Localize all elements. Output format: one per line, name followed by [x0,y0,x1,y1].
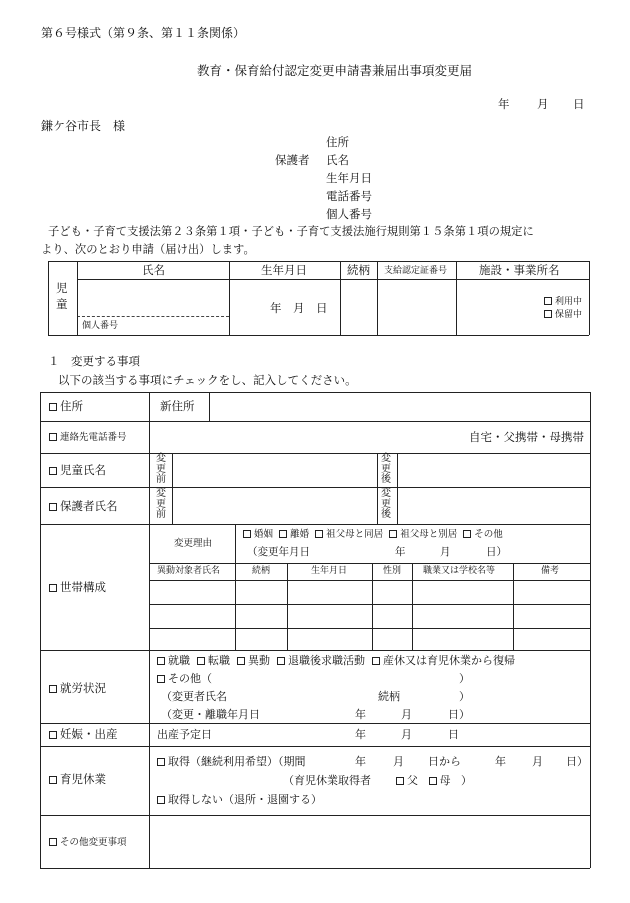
checkbox-icon[interactable] [544,310,552,318]
due-date-day: 日 [448,728,459,741]
header-birthdate: 生年月日 [261,263,307,277]
facility-option-on-hold[interactable]: 保留中 [544,310,582,320]
date-month-label: 月 [537,97,549,111]
leave-year-2: 年 [495,755,506,768]
household-reason-label: 変更理由 [174,538,213,549]
child-name-after-label: 変 更 後 [381,453,391,485]
leave-taker-options[interactable]: 父 母 ） [396,775,472,786]
household-col-occupation: 職業又は学校名等 [423,566,496,576]
due-date-label: 出産予定日 [157,728,212,741]
checkbox-icon[interactable] [49,584,57,592]
header-certificate-number: 支給認定証番号 [384,266,448,276]
leave-year-1: 年 [355,755,366,768]
checkbox-icon[interactable] [157,675,165,683]
header-facility: 施設・事業所名 [479,263,560,277]
leave-taker-label: （育児休業取得者 [283,774,371,787]
household-col-birthdate: 生年月日 [311,566,348,576]
childcare-leave-take[interactable]: 取得（継続利用希望）（期間 [157,756,306,767]
checkbox-icon[interactable] [49,731,57,739]
guardian-label: 保護者 [275,153,310,167]
date-year-label: 年 [498,97,510,111]
employment-other[interactable]: その他（ [157,673,212,684]
child-personal-number-label: 個人番号 [82,321,119,331]
row-employment[interactable]: 就労状況 [49,683,106,695]
child-row-label-2: 童 [56,297,68,311]
employment-options[interactable]: 就職 転職 異動 退職後求職活動 産休又は育児休業から復帰 [157,655,515,666]
leave-day-from: 日から [428,755,461,768]
leave-day-end: 日） [566,755,588,768]
new-address-input[interactable] [212,394,586,418]
addressee: 鎌ケ谷市長 様 [41,119,126,133]
checkbox-icon[interactable] [49,433,57,441]
childcare-leave-not-take[interactable]: 取得しない（退所・退園する） [157,794,322,805]
row-household[interactable]: 世帯構成 [49,582,106,594]
checkbox-icon[interactable] [49,403,57,411]
row-guardian-name[interactable]: 保護者氏名 [49,501,118,513]
guardian-address-label: 住所 [326,135,349,149]
employment-changer-label: （変更者氏名 [161,690,227,703]
row-phone[interactable]: 連絡先電話番号 [49,433,127,443]
guardian-birthdate-label: 生年月日 [326,171,372,185]
guardian-personal-number-label: 個人番号 [326,207,372,221]
facility-option-in-use[interactable]: 利用中 [544,297,582,307]
household-col-name: 異動対象者氏名 [157,566,221,576]
household-change-date-month: 月 [440,546,451,558]
date-day-label: 日 [573,97,585,111]
child-name-before-label: 変 更 前 [156,453,166,485]
row-pregnancy[interactable]: 妊娠・出産 [49,729,118,741]
employment-day: 日） [448,708,470,721]
row-other-changes[interactable]: その他変更事項 [49,838,127,848]
checkbox-icon[interactable] [197,657,205,665]
child-birth-year: 年 [270,301,282,315]
checkbox-icon[interactable] [315,530,323,538]
checkbox-icon[interactable] [157,796,165,804]
checkbox-icon[interactable] [429,777,437,785]
checkbox-icon[interactable] [389,530,397,538]
due-date-year: 年 [355,728,366,741]
guardian-name-label: 氏名 [326,153,349,167]
header-relationship: 続柄 [347,263,370,277]
household-col-relationship: 続柄 [252,566,271,576]
row-address[interactable]: 住所 [49,401,83,413]
checkbox-icon[interactable] [157,657,165,665]
due-date-month: 月 [401,728,412,741]
phone-options: 自宅・父携帯・母携帯 [469,430,584,444]
employment-year: 年 [355,708,366,721]
household-change-date-label: （変更年月日 [247,546,310,558]
child-birth-month: 月 [293,301,305,315]
checkbox-icon[interactable] [49,776,57,784]
checkbox-icon[interactable] [277,657,285,665]
checkbox-icon[interactable] [544,297,552,305]
household-change-date-year: 年 [395,546,406,558]
checkbox-icon[interactable] [49,838,57,846]
intro-text-line-1: 子ども・子育て支援法第２３条第１項・子ども・子育て支援法施行規則第１５条第１項の規定に [48,225,534,238]
guardian-phone-label: 電話番号 [326,189,372,203]
checkbox-icon[interactable] [237,657,245,665]
checkbox-icon[interactable] [396,777,404,785]
page-title: 教育・保育給付認定変更申請書兼届出事項変更届 [197,63,473,78]
child-birth-day: 日 [316,301,328,315]
checkbox-icon[interactable] [243,530,251,538]
employment-relation-label: 続柄 [378,690,400,703]
employment-change-date-label: （変更・離職年月日 [161,708,260,721]
checkbox-icon[interactable] [463,530,471,538]
household-reasons[interactable]: 婚姻 離婚 祖父母と同居 祖父母と別居 その他 [243,530,503,540]
child-row-label-1: 児 [56,281,68,295]
header-name: 氏名 [142,263,165,277]
leave-month-2: 月 [532,755,543,768]
checkbox-icon[interactable] [49,467,57,475]
employment-other-close: ） [459,672,470,685]
new-address-label: 新住所 [160,399,195,413]
household-col-notes: 備考 [541,566,560,576]
guardian-name-before-label: 変 更 前 [156,488,166,520]
row-childcare-leave[interactable]: 育児休業 [49,774,106,786]
intro-text-line-2: より、次のとおり申請（届け出）します。 [41,243,255,256]
section-instruction: 以下の該当する事項にチェックをし、記入してください。 [58,373,357,387]
checkbox-icon[interactable] [49,503,57,511]
checkbox-icon[interactable] [372,657,380,665]
household-col-sex: 性別 [383,566,402,576]
checkbox-icon[interactable] [49,685,57,693]
checkbox-icon[interactable] [157,758,165,766]
row-child-name[interactable]: 児童氏名 [49,465,106,477]
employment-month: 月 [401,708,412,721]
checkbox-icon[interactable] [279,530,287,538]
employment-relation-close: ） [459,690,470,703]
household-change-date-day: 日） [486,546,507,558]
form-number: 第６号様式（第９条、第１１条関係） [41,26,246,40]
leave-month-1: 月 [393,755,404,768]
section-title: １ 変更する事項 [48,354,140,368]
guardian-name-after-label: 変 更 後 [381,488,391,520]
